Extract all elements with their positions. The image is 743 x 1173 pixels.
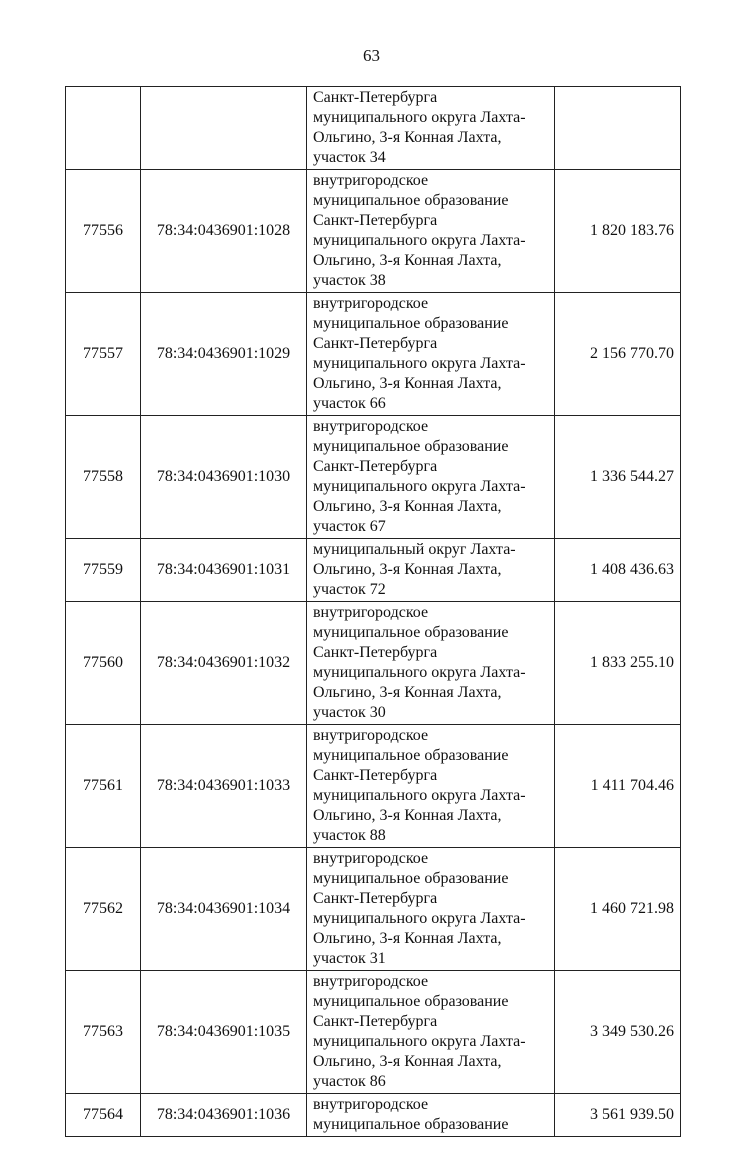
row-number-cell: 77559: [66, 539, 141, 602]
address-line: внутригородское: [313, 295, 429, 312]
address-line: Санкт-Петербурга: [313, 767, 438, 784]
address-line: муниципального округа Лахта-: [313, 664, 526, 681]
address-cell: [307, 602, 555, 725]
cadastral-number-cell: 78:34:0436901:1031: [141, 539, 307, 602]
cadastral-number-cell: 78:34:0436901:1029: [141, 293, 307, 416]
cadastral-value-cell: 1 833 255.10: [555, 602, 681, 725]
address-line: внутригородское: [313, 418, 429, 435]
row-number-cell: 77561: [66, 725, 141, 848]
table-row: [66, 971, 681, 1094]
row-number-cell: 77563: [66, 971, 141, 1094]
cadastral-number-cell: 78:34:0436901:1028: [141, 170, 307, 293]
cadastral-number-cell: [141, 87, 307, 170]
address-line: Ольгино, 3-я Конная Лахта,: [313, 807, 502, 824]
address-line: Ольгино, 3-я Конная Лахта,: [313, 375, 502, 392]
cadastral-value-cell: 1 408 436.63: [555, 539, 681, 602]
address-line: участок 31: [313, 950, 386, 967]
address-line: муниципального округа Лахта-: [313, 355, 526, 372]
cadastral-value-cell: 1 336 544.27: [555, 416, 681, 539]
table-row: [66, 848, 681, 971]
address-line: внутригородское: [313, 172, 429, 189]
address-line: Санкт-Петербурга: [313, 89, 438, 106]
address-line: Санкт-Петербурга: [313, 1013, 438, 1030]
cadastral-number-cell: 78:34:0436901:1032: [141, 602, 307, 725]
address-line: Ольгино, 3-я Конная Лахта,: [313, 561, 502, 578]
address-cell: [307, 1094, 555, 1137]
cadastral-number-cell: 78:34:0436901:1036: [141, 1094, 307, 1137]
address-cell: [307, 971, 555, 1094]
address-cell: [307, 539, 555, 602]
cadastral-value-cell: 3 349 530.26: [555, 971, 681, 1094]
address-line: муниципального округа Лахта-: [313, 787, 526, 804]
row-number-cell: 77558: [66, 416, 141, 539]
page-number: 63: [363, 46, 380, 65]
address-line: участок 34: [313, 149, 386, 166]
table-row: [66, 602, 681, 725]
address-line: внутригородское: [313, 973, 429, 990]
address-cell: [307, 293, 555, 416]
cadastral-value-cell: 1 820 183.76: [555, 170, 681, 293]
address-line: Санкт-Петербурга: [313, 212, 438, 229]
address-line: муниципальное образование: [313, 747, 509, 764]
address-cell: [307, 416, 555, 539]
row-number-cell: [66, 87, 141, 170]
address-line: внутригородское: [313, 1096, 429, 1113]
address-line: Ольгино, 3-я Конная Лахта,: [313, 498, 502, 515]
registry-body: [66, 87, 681, 1137]
address-line: муниципальное образование: [313, 192, 509, 209]
cadastral-number-cell: 78:34:0436901:1035: [141, 971, 307, 1094]
address-line: муниципальное образование: [313, 870, 509, 887]
address-cell: [307, 725, 555, 848]
address-line: муниципальное образование: [313, 1116, 509, 1133]
row-number-cell: 77560: [66, 602, 141, 725]
address-line: участок 38: [313, 272, 386, 289]
row-number-cell: 77557: [66, 293, 141, 416]
address-line: Ольгино, 3-я Конная Лахта,: [313, 129, 502, 146]
address-line: муниципального округа Лахта-: [313, 478, 526, 495]
address-line: участок 67: [313, 518, 386, 535]
address-line: Ольгино, 3-я Конная Лахта,: [313, 1053, 502, 1070]
row-number-cell: 77564: [66, 1094, 141, 1137]
cadastral-number-cell: 78:34:0436901:1030: [141, 416, 307, 539]
address-line: муниципальное образование: [313, 315, 509, 332]
address-line: Санкт-Петербурга: [313, 335, 438, 352]
cadastral-value-cell: [555, 87, 681, 170]
address-line: муниципальное образование: [313, 438, 509, 455]
address-line: муниципального округа Лахта-: [313, 910, 526, 927]
address-line: участок 86: [313, 1073, 386, 1090]
table-row: [66, 725, 681, 848]
address-line: Санкт-Петербурга: [313, 644, 438, 661]
table-row: [66, 293, 681, 416]
table-row: [66, 416, 681, 539]
address-line: внутригородское: [313, 727, 429, 744]
address-line: участок 30: [313, 704, 386, 721]
address-line: муниципальный округ Лахта-: [313, 541, 516, 558]
cadastral-value-cell: 1 460 721.98: [555, 848, 681, 971]
cadastral-value-cell: 1 411 704.46: [555, 725, 681, 848]
address-cell: [307, 87, 555, 170]
row-number-cell: 77562: [66, 848, 141, 971]
address-line: Ольгино, 3-я Конная Лахта,: [313, 930, 502, 947]
address-cell: [307, 170, 555, 293]
cadastral-number-cell: 78:34:0436901:1034: [141, 848, 307, 971]
address-line: внутригородское: [313, 604, 429, 621]
address-line: Ольгино, 3-я Конная Лахта,: [313, 252, 502, 269]
address-line: Санкт-Петербурга: [313, 890, 438, 907]
cadastral-value-cell: 2 156 770.70: [555, 293, 681, 416]
address-line: муниципальное образование: [313, 993, 509, 1010]
registry-table: [65, 86, 681, 1137]
address-line: участок 72: [313, 581, 386, 598]
cadastral-number-cell: 78:34:0436901:1033: [141, 725, 307, 848]
address-line: Ольгино, 3-я Конная Лахта,: [313, 684, 502, 701]
address-line: Санкт-Петербурга: [313, 458, 438, 475]
table-row: [66, 170, 681, 293]
cadastral-value-cell: 3 561 939.50: [555, 1094, 681, 1137]
address-line: муниципальное образование: [313, 624, 509, 641]
address-line: участок 88: [313, 827, 386, 844]
table-row: [66, 87, 681, 170]
row-number-cell: 77556: [66, 170, 141, 293]
address-line: внутригородское: [313, 850, 429, 867]
address-line: участок 66: [313, 395, 386, 412]
address-line: муниципального округа Лахта-: [313, 232, 526, 249]
address-line: муниципального округа Лахта-: [313, 109, 526, 126]
address-cell: [307, 848, 555, 971]
table-row: [66, 539, 681, 602]
table-row: [66, 1094, 681, 1137]
address-line: муниципального округа Лахта-: [313, 1033, 526, 1050]
